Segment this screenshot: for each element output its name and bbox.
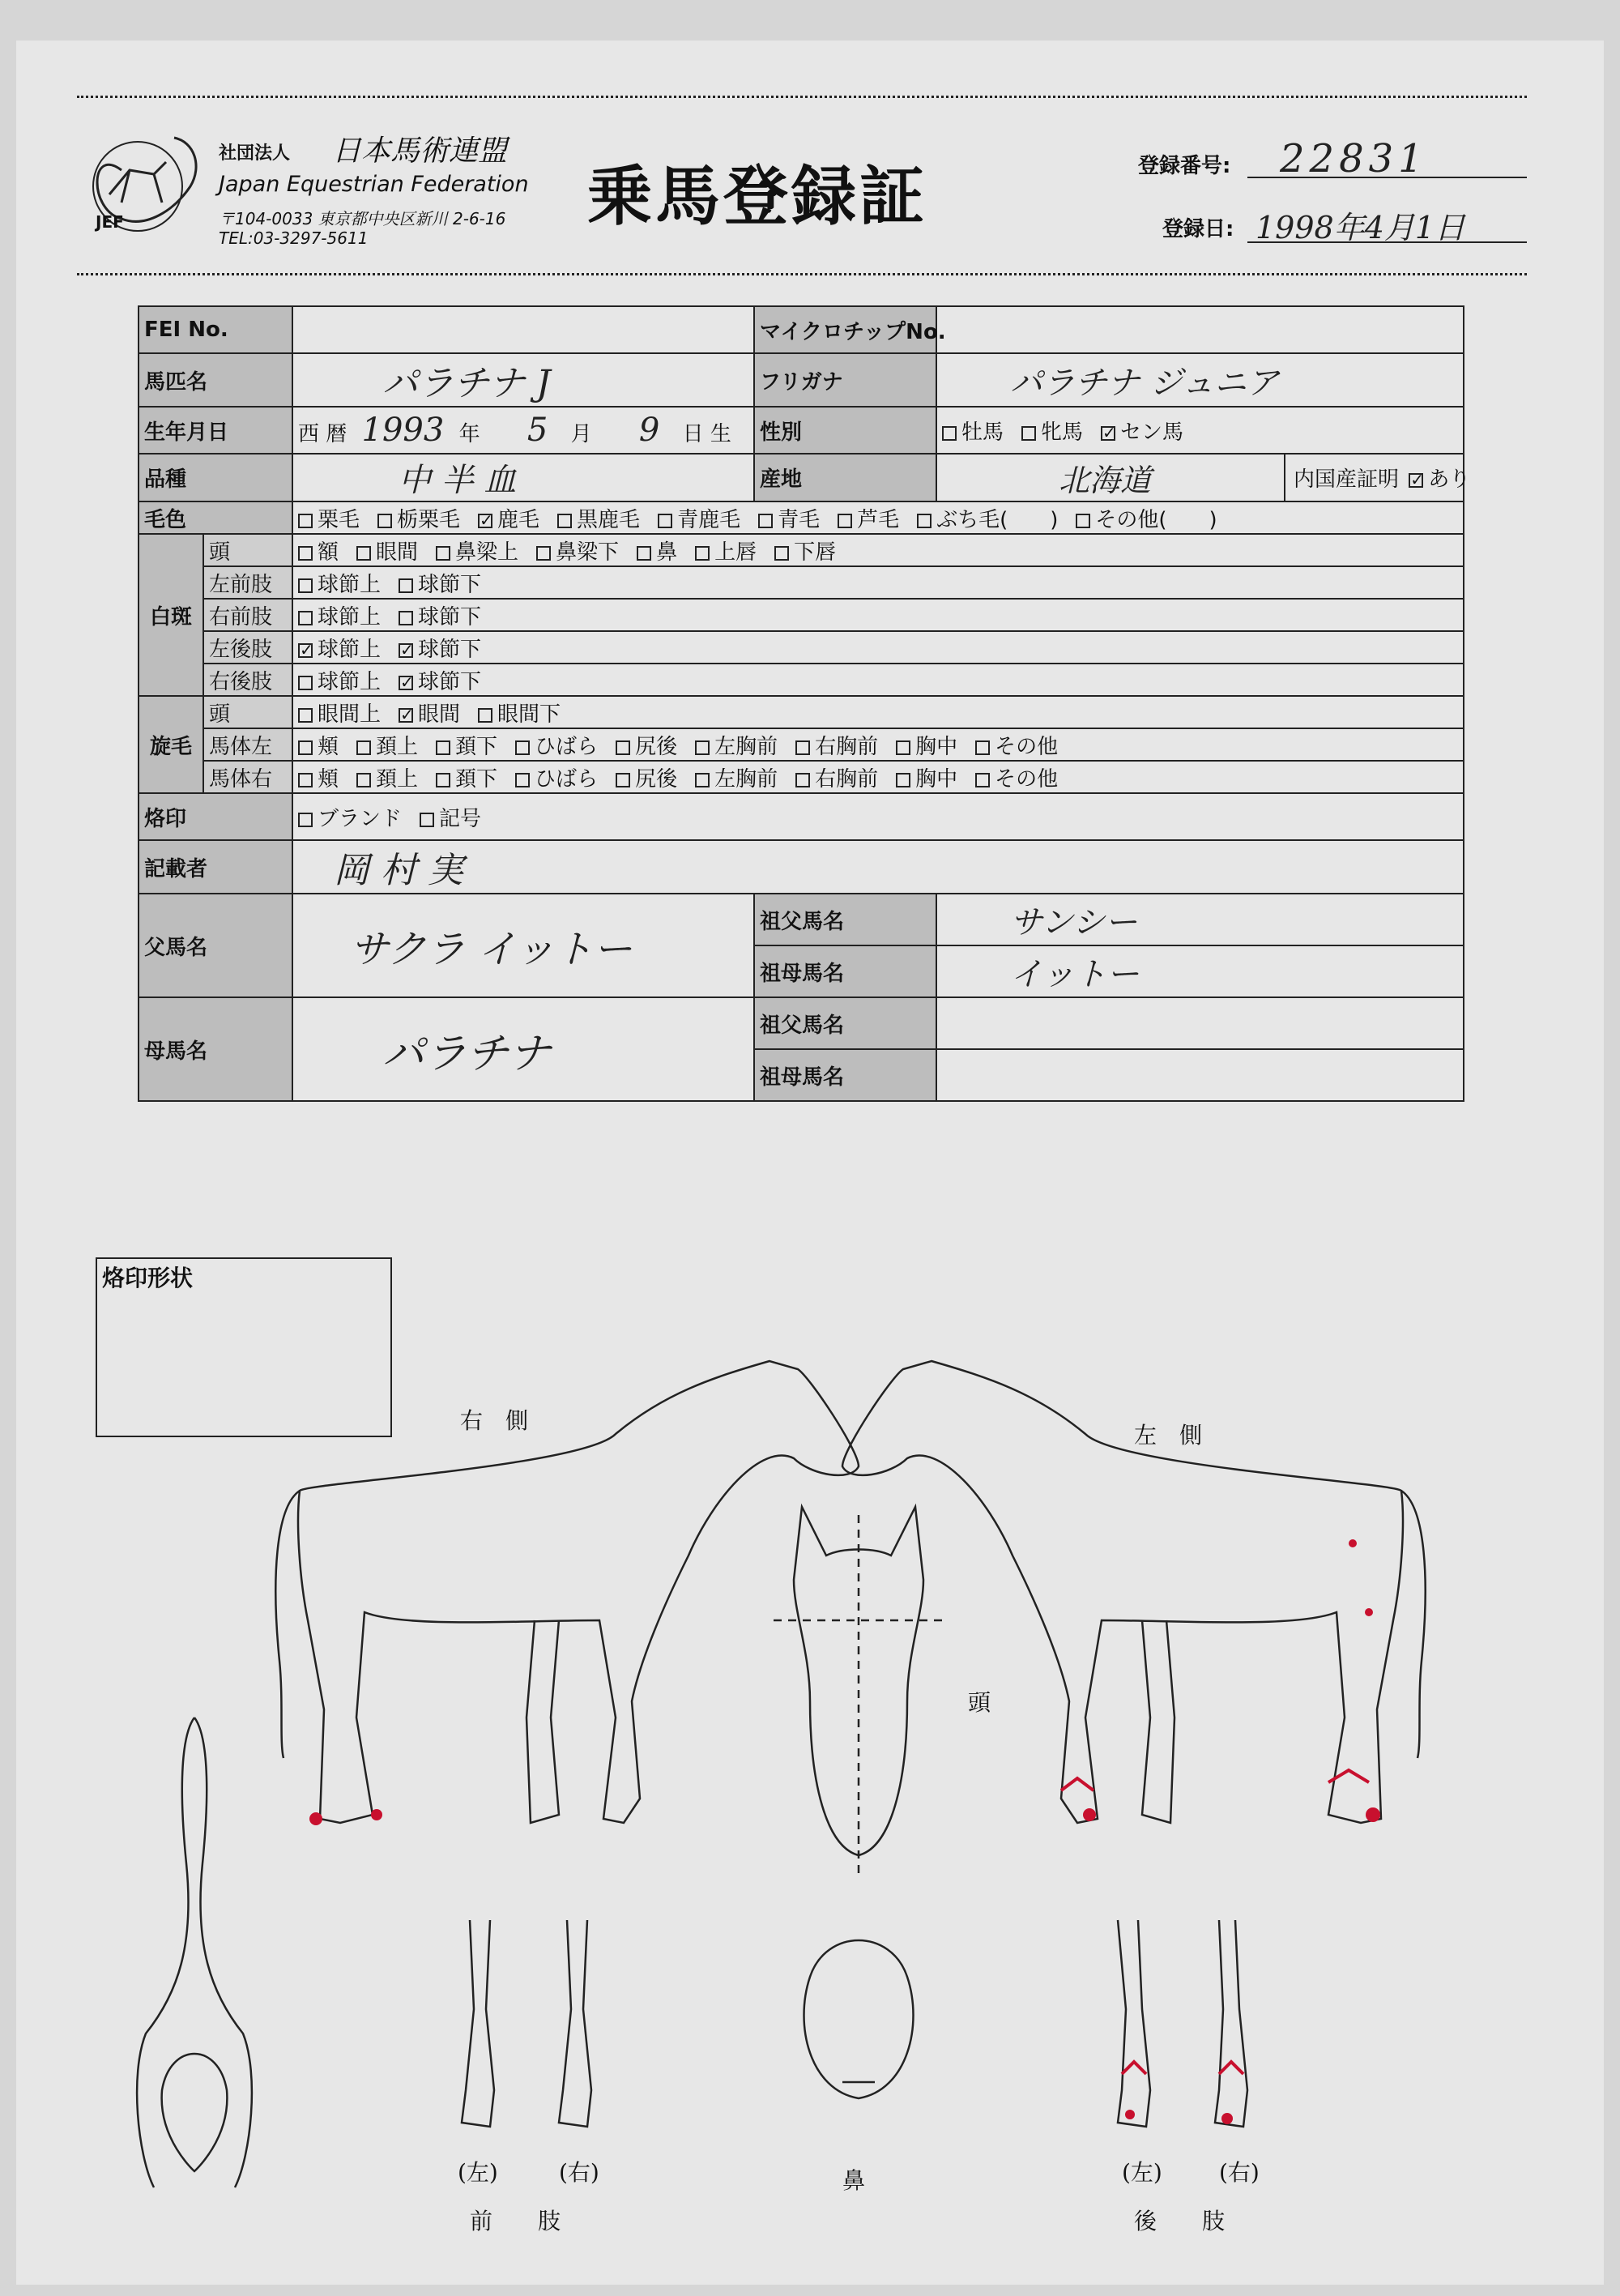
marking-option-label: 額 bbox=[318, 540, 339, 565]
name-value: パラチナ J bbox=[292, 353, 754, 407]
whorl-option-label: 右胸前 bbox=[815, 766, 879, 792]
fei-label: FEI No. bbox=[139, 306, 292, 353]
org-name-jp: 日本馬術連盟 bbox=[332, 134, 508, 168]
whorl-option-label: 眼間 bbox=[418, 702, 461, 727]
dam-sire-label: 祖父馬名 bbox=[754, 997, 936, 1049]
horse-right-side-icon bbox=[275, 1361, 859, 1823]
left-side-caption: 左 側 bbox=[1134, 1422, 1203, 1449]
marking-option-label: 球節上 bbox=[318, 572, 382, 597]
sire-label: 父馬名 bbox=[139, 894, 292, 997]
head-caption: 頭 bbox=[968, 1689, 991, 1716]
whorl-group-label: 旋毛 bbox=[139, 696, 203, 793]
logo-text: JEF bbox=[96, 212, 124, 232]
sire-dam-value: イットー bbox=[936, 945, 1464, 997]
birth-year: 1993 bbox=[361, 412, 445, 449]
whorl-option-label: 眼間下 bbox=[497, 702, 561, 727]
whorl-option-label: 頬 bbox=[318, 766, 339, 792]
brand-option-label: 記号 bbox=[439, 806, 482, 831]
birth-month: 5 bbox=[526, 412, 548, 449]
recorder-label: 記載者 bbox=[139, 840, 292, 894]
sex-option-label: 牝馬 bbox=[1041, 420, 1084, 445]
marking-part-label: 左前肢 bbox=[203, 566, 292, 599]
registration-number: 22831 bbox=[1280, 136, 1428, 181]
horse-head-front-icon bbox=[774, 1507, 948, 1880]
hindleg-diagram-icon bbox=[1118, 1920, 1247, 2127]
sire-sire-label: 祖父馬名 bbox=[754, 894, 936, 945]
whorl-part-label: 馬体右 bbox=[203, 761, 292, 793]
whorl-option-label: 眼間上 bbox=[318, 702, 382, 727]
chip-label: マイクロチップNo. bbox=[754, 306, 936, 353]
marking-option-label: 鼻梁上 bbox=[455, 540, 519, 565]
horse-nose-diagram-icon bbox=[804, 1940, 914, 2098]
whorl-option-label: 胸中 bbox=[915, 734, 958, 759]
color-option-label: 鹿毛 bbox=[497, 507, 540, 532]
birth-day: 9 bbox=[638, 412, 660, 449]
whorl-part-label: 頭 bbox=[203, 696, 292, 728]
brand-shape-label: 烙印形状 bbox=[102, 1265, 194, 1291]
furigana-value: パラチナ ジュニア bbox=[936, 353, 1464, 407]
horse-rear-view-icon bbox=[137, 1718, 252, 2187]
whorl-part-label: 馬体左 bbox=[203, 728, 292, 761]
color-option-label: 黒鹿毛 bbox=[577, 507, 641, 532]
foreleg-diagram-icon bbox=[462, 1920, 591, 2127]
unit-month: 月 bbox=[570, 422, 592, 446]
marking-group-label: 白斑 bbox=[139, 534, 203, 696]
sex-option-label: 牡馬 bbox=[961, 420, 1004, 445]
origin-value: 北海道 bbox=[936, 454, 1285, 501]
whorl-option-label: 頚下 bbox=[455, 734, 498, 759]
sire-value: サクラ イットー bbox=[292, 894, 754, 997]
color-option-label: 青鹿毛 bbox=[677, 507, 741, 532]
marking-option-label: 球節上 bbox=[318, 669, 382, 694]
whorl-option-label: 左胸前 bbox=[714, 766, 778, 792]
color-option-label: 芦毛 bbox=[857, 507, 900, 532]
marking-option-label: 球節下 bbox=[418, 637, 482, 662]
org-tel: TEL:03-3297-5611 bbox=[219, 228, 369, 248]
marking-option-label: 鼻 bbox=[656, 540, 678, 565]
whorl-option-label: 胸中 bbox=[915, 766, 958, 792]
sex-label: 性別 bbox=[754, 407, 936, 454]
domestic-label: 内国産証明 bbox=[1294, 467, 1400, 492]
whorl-option-label: ひばら bbox=[535, 734, 599, 759]
brand-option-label: ブランド bbox=[318, 806, 403, 831]
marking-option-label: 球節上 bbox=[318, 604, 382, 629]
color-label: 毛色 bbox=[139, 501, 292, 534]
right-side-caption: 右 側 bbox=[460, 1407, 529, 1434]
breed-value: 中 半 血 bbox=[292, 454, 754, 501]
whorl-option-label: ひばら bbox=[535, 766, 599, 792]
registration-date: 1998年4月1日 bbox=[1256, 210, 1466, 245]
foreleg-caption: 前 肢 bbox=[470, 2208, 561, 2234]
unit-day: 日 生 bbox=[682, 422, 731, 446]
marking-part-label: 頭 bbox=[203, 534, 292, 566]
hindleg-right-caption: (右) bbox=[1219, 2159, 1260, 2186]
sex-option-label: セン馬 bbox=[1120, 420, 1184, 445]
marking-option-label: 下唇 bbox=[794, 540, 837, 565]
dam-dam-label: 祖母馬名 bbox=[754, 1049, 936, 1101]
marking-option-label: 球節下 bbox=[418, 669, 482, 694]
marking-part-label: 右前肢 bbox=[203, 599, 292, 631]
sire-dam-label: 祖母馬名 bbox=[754, 945, 936, 997]
whorl-option-label: その他 bbox=[995, 766, 1059, 792]
domestic-value: あり bbox=[1428, 467, 1471, 492]
marking-part-label: 左後肢 bbox=[203, 631, 292, 664]
whorl-option-label: 右胸前 bbox=[815, 734, 879, 759]
whorl-option-label: 尻後 bbox=[635, 734, 678, 759]
breed-label: 品種 bbox=[139, 454, 292, 501]
brand-label: 烙印 bbox=[139, 793, 292, 840]
birth-era: 西 暦 bbox=[298, 422, 347, 446]
marking-option-label: 球節下 bbox=[418, 604, 482, 629]
org-type: 社団法人 bbox=[219, 143, 291, 164]
whorl-option-label: 頚下 bbox=[455, 766, 498, 792]
whorl-option-label: その他 bbox=[995, 734, 1059, 759]
hindleg-left-caption: (左) bbox=[1122, 2159, 1162, 2186]
recorder-value: 岡 村 実 bbox=[292, 840, 1464, 894]
marking-option-label: 球節上 bbox=[318, 637, 382, 662]
whorl-option-label: 頬 bbox=[318, 734, 339, 759]
origin-label: 産地 bbox=[754, 454, 936, 501]
marking-option-label: 眼間 bbox=[376, 540, 419, 565]
nose-caption: 鼻 bbox=[842, 2167, 866, 2194]
name-label: 馬匹名 bbox=[139, 353, 292, 407]
color-option-label: 栃栗毛 bbox=[397, 507, 461, 532]
dam-label: 母馬名 bbox=[139, 997, 292, 1101]
whorl-option-label: 尻後 bbox=[635, 766, 678, 792]
document-title: 乗馬登録証 bbox=[587, 159, 927, 234]
foreleg-right-caption: (右) bbox=[559, 2159, 599, 2186]
birth-label: 生年月日 bbox=[139, 407, 292, 454]
org-name-en: Japan Equestrian Federation bbox=[219, 172, 529, 197]
color-option-label: 栗毛 bbox=[318, 507, 360, 532]
whorl-option-label: 頚上 bbox=[376, 766, 419, 792]
whorl-option-label: 左胸前 bbox=[714, 734, 778, 759]
registration-date-label: 登録日: bbox=[1162, 217, 1234, 241]
color-option-label: 青毛 bbox=[778, 507, 821, 532]
registration-number-label: 登録番号: bbox=[1138, 154, 1231, 178]
color-option-label: ぶち毛( ) bbox=[936, 507, 1059, 532]
whorl-option-label: 頚上 bbox=[376, 734, 419, 759]
org-address: 〒104-0033 東京都中央区新川 2-6-16 bbox=[219, 209, 506, 228]
white-marking-indicators bbox=[309, 1539, 1380, 2124]
furigana-label: フリガナ bbox=[754, 353, 936, 407]
marking-option-label: 上唇 bbox=[714, 540, 757, 565]
foreleg-left-caption: (左) bbox=[458, 2159, 498, 2186]
marking-option-label: 球節下 bbox=[418, 572, 482, 597]
sire-sire-value: サンシー bbox=[936, 894, 1464, 945]
dam-value: パラチナ bbox=[292, 997, 754, 1101]
color-option-label: その他( ) bbox=[1095, 507, 1217, 532]
marking-part-label: 右後肢 bbox=[203, 664, 292, 696]
unit-year: 年 bbox=[458, 422, 480, 446]
marking-option-label: 鼻梁下 bbox=[556, 540, 620, 565]
hindleg-caption: 後 肢 bbox=[1134, 2208, 1226, 2234]
